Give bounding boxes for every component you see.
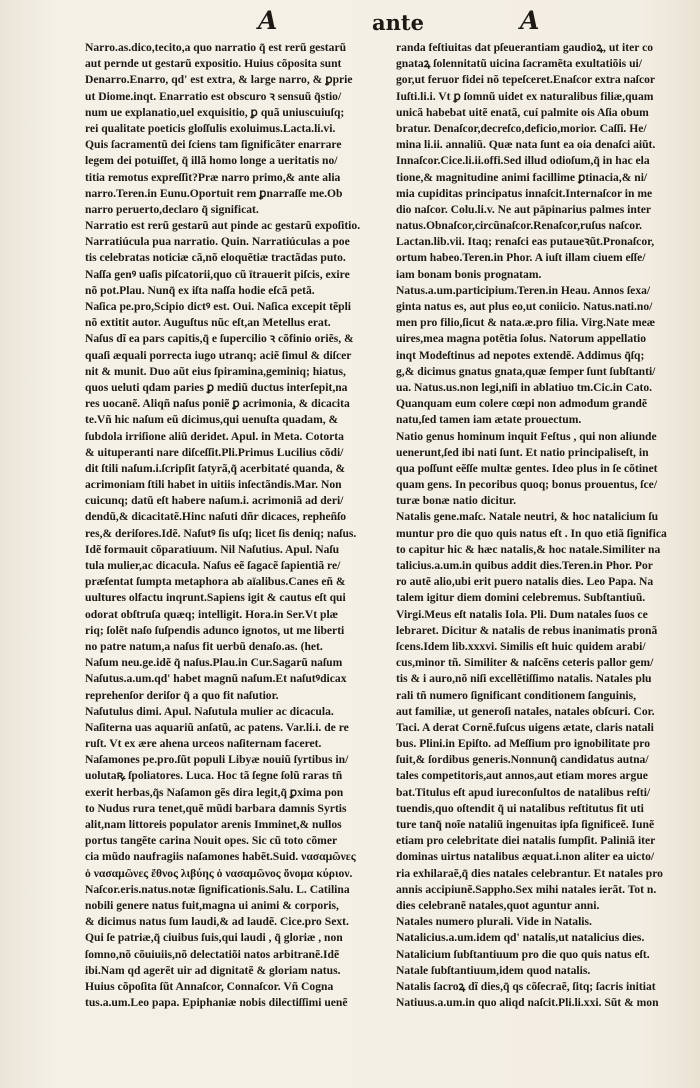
text-line: & dicimus natus ſum laudi,& ad laudẽ. Cice.pro Sext. (85, 915, 349, 929)
text-line: uolutaꝶ ſpoliatores. Luca. Hoc tã ſegne ſolũ raras tñ (85, 769, 343, 783)
text-line: annis accipiunẽ.Sappho.Sex mihi natales ierãt. Tot n. (396, 882, 657, 896)
text-line: nobili genere natus fuit,magna ui animi & corporis, (85, 898, 339, 912)
text-line: mia cupiditas principatus innaſcit.Internaſcor in me (396, 186, 653, 200)
text-line: ſomno,nõ cõuiuiis,nõ delectatiõi natos arbitranẽ.Idẽ (85, 947, 340, 961)
text-line: ſcens.Idem lib.xxxvi. Similis eſt huic quidem arabi/ (396, 639, 646, 653)
text-line: g,& dicimus gnatus gnata,quæ ſemper ſunt ſubſtanti/ (396, 364, 656, 378)
text-line: cia mũdo naufragiis naſamones habẽt.Suid. νασαμῶνες (85, 850, 356, 864)
text-line: tus.a.um.Leo papa. Epiphaniæ nobis dilectiſſimi uenẽ (85, 996, 348, 1010)
text-line: gnataꝝ ſolennitatũ uicina ſacramẽta exultatiõis ui/ (396, 57, 642, 71)
text-line: tuendis,quo oſtendit q̃ ui natalibus reſtitutus fit uti (396, 801, 644, 815)
text-line: dies celebranẽ natales,quot aguntur anni. (396, 898, 600, 912)
text-line: ro autẽ alio,ubi erit puero natalis dies. Leo Papa. Na (396, 575, 654, 589)
text-line: inqt Modeſtinus ad nepotes extendẽ. Addimus q̃ſq; (396, 348, 645, 362)
text-line: men pro filio,ſicut & nata.æ.pro filia. Virg.Nate meæ (396, 316, 656, 330)
text-line: dendũ,& dicacitatẽ.Hinc naſuti dñr dicaces, repheñſo (85, 510, 347, 524)
text-line: quos ueluti qdam paries ꝑ mediũ ductus interſepit,na (85, 380, 348, 394)
left-text-column (85, 40, 385, 1011)
text-line: quam gens. In pecoribus quoq; bonus prouentus, ſce/ (396, 478, 658, 492)
text-line: Naſſa genꝰ uaſis piſcatorii,quo cũ ītrauerit piſcis, exire (85, 267, 350, 281)
text-line: te.Vñ hic naſum eũ dicimus,qui uenuſta quadam, & (85, 413, 339, 427)
text-line: bus. Plini.in Epiſto. ad Meſſium pro ignobilitate pro (396, 737, 651, 751)
text-line: aut familiæ, ut generoſi natales, natales obſcuri. Cor. (396, 704, 655, 718)
text-line: Naſcor.eris.natus.notæ ſignificationis.Salu. L. Catilina (85, 882, 350, 896)
text-line: Natale ſubſtantiuum,idem quod natalis. (396, 963, 591, 977)
text-line: Lactan.lib.vii. Itaq; renaſci eas putaueꝛũt.Pronaſcor, (396, 235, 655, 249)
text-line: Natalis ſacroꝝ dĩ dies,q̃ qs cõſecraẽ, ſitq; ſacris initiat (396, 979, 656, 993)
text-line: ua. Natus.us.non legi,niſi in ablatiuo tm.Cic.in Cato. (396, 380, 653, 394)
text-line: uires,mea magna potẽtia ſolus. Natorum appellatio (396, 332, 647, 346)
text-line: qua poſſunt eẽſſe multæ gentes. Ideo plus in ſe cõtinet (396, 461, 658, 475)
text-line: exerit herbas,q̃s Naſamon gẽs dira legit,q̃ ꝑxima pon (85, 785, 344, 799)
text-line: ut Diome.inqt. Enarratio est obscuro ꝛ sensuũ q̃stio/ (85, 89, 342, 103)
text-line: ὁ νασαμῶνες ἔθνος λιβύης ὁ νασαμῶνος ὄνομα κύριον. (85, 866, 353, 880)
text-line: Narro.as.dico,tecito,a quo narratio q̃ est rerũ gestarũ (85, 41, 347, 54)
header-word: ante (372, 10, 424, 35)
text-line: Naſamones pe.pro.ſũt populi Libyæ nouiũ ſyrtibus in/ (85, 753, 349, 767)
text-line: quaſi æquali porrecta iugo utranq; aciẽ ſimul & diſcer (85, 348, 352, 362)
text-line: Idẽ formauit cõparatiuum. Nil Naſutius. Apul. Naſu (85, 542, 340, 556)
text-line: natu,ſed tamen iam ætate prouectum. (396, 413, 582, 427)
text-line: Naſica pe.pro,Scipio dictꝰ est. Oui. Naſica excepit tẽpli (85, 300, 352, 313)
text-line: tula mulier,ac dicacula. Naſus eẽ ſagacẽ ſapientiã re/ (85, 559, 341, 572)
text-line: uenerunt,ſed ibi nati ſunt. Et natio principaliseſt, in (396, 445, 649, 459)
text-line: ibi.Nam qd agerẽt uir ad dignitatẽ & gloriam natus. (85, 963, 341, 977)
text-line: alit,nam littoreis populator arenis Imminet,& nullos (85, 818, 342, 831)
text-line: nit & munit. Duo aũt eius ſpiramina,geminiq; hiatus, (85, 364, 346, 378)
text-line: bat.Titulus eſt apud iureconſultos de natalibus reſti/ (396, 785, 651, 799)
text-line: uultures olfactu inqrunt.Sapiens igit & cautus eſt qui (85, 591, 346, 605)
right-text-column (396, 40, 698, 1011)
text-line: Denarro.Enarro, qd' est extra, & large narro, & ꝑprie (85, 73, 353, 87)
text-line: titia remotus expreſſit?Præ narro primo,& ante alia (85, 170, 341, 184)
text-line: ginta natus es, aut plus eo,ut coniicio. Natus.nati.no/ (396, 300, 653, 313)
text-line: unicã habebat uitẽ enatã, cuí palmite ois Aſia obum (396, 105, 649, 119)
text-line: Natalicius.a.um.idem qd' natalis,ut natalicius dies. (396, 931, 645, 945)
text-line: Quis ſacramentũ dei ſciens tam ſignificãter enarrare (85, 138, 342, 152)
text-line: ortum habeo.Teren.in Phor. A iuſt illam ciuem eſſe/ (396, 251, 646, 265)
text-line: etiam pro celebritate diei natalis ſumpſit. Paliniã iter (396, 834, 656, 848)
text-line: mina li.ii. annaliũ. Quæ nata ſunt ea oia denaſci aiũt. (396, 138, 656, 152)
header-left-initial: A (258, 6, 278, 35)
header-right-initial: A (520, 6, 540, 35)
text-line: rali tñ numero ſignificant conditionem ſanguinis, (396, 688, 637, 702)
text-line: Naſus dĩ ea pars capitis,q̃ e ſupercilio ꝛ cõfinio oriẽs, & (85, 332, 354, 346)
text-line: to capitur hic & hæc natalis,& hoc natale.Similiter na (396, 542, 661, 556)
text-line: riq; ſolẽt naſo ſuſpendis adunco ignotos, ut me liberti (85, 623, 345, 637)
text-line: muntur pro die quo quis natus eſt . In quo etiã ſignifica (396, 526, 667, 540)
text-line: Natus.a.um.participium.Teren.in Heau. Annos ſexa/ (396, 283, 651, 297)
text-line: Natalicium ſubſtantiuum pro die quo quis natus eſt. (396, 947, 650, 961)
text-line: Narratio est rerũ gestarũ aut pinde ac gestarũ expoſitio. (85, 219, 361, 233)
text-line: Natalis gene.maſc. Natale neutri, & hoc natalicium ſu (396, 510, 659, 524)
text-line: no patre natum,a naſus fit uerbũ denaſo.as. (het. (85, 639, 323, 653)
text-line: acrimoniam ſtili habet in uitiis inſectãndis.Mar. Non (85, 478, 342, 492)
text-line: rei qualitate poeticis gloſſulis exoluimus.Lacta.li.vi. (85, 121, 336, 135)
text-line: Virgi.Meus eſt natalis Iola. Pli. Dum natales ſuos ce (396, 607, 648, 621)
text-line: nõ pot.Plau. Nunq̃ ex iſta naſſa hodie eſcã petã. (85, 283, 315, 297)
text-line: bratur. Denaſcor,decreſco,deficio,morior. Caſſi. He/ (396, 121, 647, 135)
text-line: Natio genus hominum inquit Feſtus , qui non aliunde (396, 429, 657, 443)
text-line: odorat obſtruſa quæq; intelligit. Hora.in Ser.Vt plæ (85, 607, 339, 621)
text-line: tione,& magnitudine animi facillime ꝑtinacia,& ni/ (396, 170, 648, 184)
text-line: ture tanq̃ noĩe nataliũ ingenuitas ipſa ſignificeẽ. Iunẽ (396, 818, 655, 831)
text-line: iam bonam bonis prognatam. (396, 267, 542, 281)
running-header (0, 4, 700, 36)
text-line: tis & i auro,nõ niſi excellẽtiſſimo natalis. Natales plu (396, 672, 652, 686)
text-line: to Nudus rura tenet,quẽ mũdi barbara damnis Syrtis (85, 801, 347, 815)
text-line: Naſutulus dimi. Apul. Naſutula mulier ac dicacula. (85, 704, 334, 718)
text-line: dio naſcor. Colu.li.v. Ne aut pāpinarius palmes inter (396, 202, 651, 216)
text-line: dit ſtili naſum.i.ſcripſit ſatyrã,q̃ acerbitaté quanda, & (85, 461, 346, 475)
text-line: Iuſti.li.i. Vt ꝑ ſomnũ uidet ex naturalibus filiæ,quam (396, 89, 654, 103)
text-line: portus tangẽte carina Nouit opes. Sic cũ toto cõmer (85, 834, 338, 848)
text-line: nõ extitit autor. Auguſtus nũc eſt,an Metellus erat. (85, 316, 331, 330)
text-line: & uituperanti nare diſceſſit.Pli.Primus Lucilius cõdi/ (85, 445, 344, 459)
text-line: narro.Teren.in Eunu.Oportuit rem ꝑnarraſſe me.Ob (85, 186, 343, 200)
text-line: lebraret. Dicitur & natalis de rebus inanimatis pronã (396, 623, 658, 637)
text-line: Qui ſe patriæ,q̃ ciuibus ſuis,qui laudi , q̃ gloriæ , non (85, 931, 343, 945)
text-line: res uocanẽ. Aliqñ naſus poniẽ ꝑ acrimonia, & dicacita (85, 397, 350, 411)
text-line: talem igitur diem domini celebremus. Subſtantiuũ. (396, 591, 646, 605)
text-line: Innaſcor.Cice.li.ii.offi.Sed illud odioſum,q̃ in hac ela (396, 154, 650, 168)
text-line: turæ bonæ natio dicitur. (396, 494, 517, 508)
text-line: ria exhilaraẽ,q̃ dies natales celebrantur. Et natales pro (396, 866, 663, 880)
text-line: reprehenſor deriſor q̃ a quo fit naſutior. (85, 688, 279, 702)
text-line: talicius.a.um.in quibus addit dies.Teren.in Phor. Por (396, 559, 653, 572)
text-line: natus.Obnaſcor,circũnaſcor.Renaſcor,ruſus naſcor. (396, 219, 643, 233)
text-line: Naſiterna uas aquariũ anſatũ, ac patens. Var.li.i. de re (85, 720, 349, 734)
text-line: Taci. A derat Cornẽ.fuſcus uigens ætate, claris natali (396, 720, 654, 734)
text-line: Naſutus.a.um.qd' habet magnũ naſum.Et naſutꝰdicax (85, 672, 347, 686)
text-line: ſuit,& ſordibus generis.Nonnunq̃ candidatus autna/ (396, 753, 649, 767)
text-line: ruſt. Vt ex ære ahena urceos naſiternam faceret. (85, 737, 322, 751)
text-line: narro peruerto,declaro q̃ significat. (85, 202, 259, 216)
text-line: aut pernde ut gestarũ expositio. Huius cõposita sunt (85, 57, 342, 71)
text-line: gor,ut feruor fidei nõ tepeſceret.Enaſcor extra naſcor (396, 73, 656, 87)
text-line: Natales numero plurali. Vide in Natalis. (396, 915, 592, 929)
text-line: Narratiúcula pua narratio. Quin. Narratiúculas a poe (85, 235, 350, 249)
text-line: res,& deriſores.Idẽ. Naſutꝰ ſis uſq; licet ſis deniq; naſus. (85, 526, 357, 540)
text-line: cus,minor tñ. Similiter & naſcẽns ceteris pallor gem/ (396, 656, 654, 670)
text-line: randa feſtiuitas dat pſeuerantiam gaudioꝝ, ut iter co (396, 41, 654, 54)
text-line: num ue explanatio,uel exquisitio, ꝑ quã uniuscuiuſq; (85, 105, 345, 119)
text-line: Naſum neu.ge.idẽ q̃ naſus.Plau.in Cur.Sagarũ naſum (85, 656, 343, 670)
text-line: Natiuus.a.um.in quo aliqd naſcit.Pli.li.xxi. Sũt & mon (396, 996, 659, 1010)
text-line: cuicunq; datũ eſt habere naſum.i. acrimoniã ad deri/ (85, 494, 344, 508)
text-line: tis celebratas noticiæ cã,nõ eloquẽtiæ tractãdas puto. (85, 251, 346, 265)
text-line: legem dei potuiſſet, q̃ illã homo longe a ueritatis no/ (85, 154, 338, 168)
text-line: Huius cõpoſita ſũt Annaſcor, Connaſcor. Vñ Cogna (85, 979, 334, 993)
text-line: Quanquam eum colere cœpi non admodum grandẽ (396, 397, 648, 411)
text-line: tales competitoris,aut annos,aut etiam mores argue (396, 769, 648, 783)
text-line: præſentat ſumpta metaphora ab aïalibus.Canes eñ & (85, 575, 346, 589)
text-line: dominas uirtus natalibus æquat.i.non aliter ea uicto/ (396, 850, 655, 864)
text-line: ſubdola irriſione aliũ deridet. Apul. in Meta. Cotorta (85, 429, 344, 443)
